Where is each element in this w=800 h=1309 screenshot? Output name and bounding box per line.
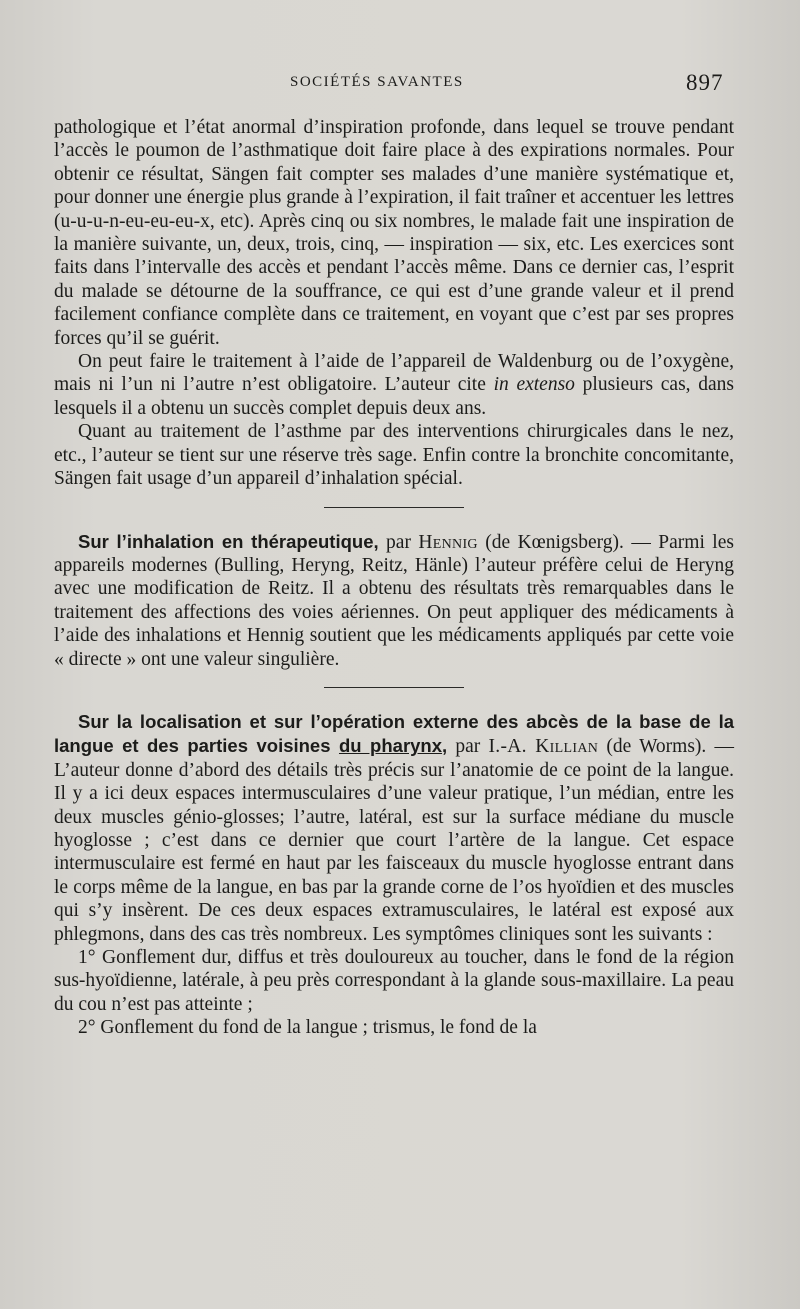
author-affiliation: (de Worms). — bbox=[598, 736, 735, 758]
page-number: 897 bbox=[686, 70, 724, 95]
symptom-item-1: 1° Gonflement dur, diffus et très douloureux au toucher, dans le fond de la région sus-hyoïdienne, latérale, à peu près correspondant à la glande sous-maxillaire. La peau du cou n’est pas atteinte ; bbox=[54, 947, 734, 1015]
paragraph-asthma-continued: pathologique et l’état anormal d’inspiration profonde, dans lequel se trouve pendant l’accès le poumon de l’asthmatique doit faire place à des expirations normales. Pour obtenir ce résultat, Sängen fait compter ses malades d’une manière systématique et, pour donner une énergie plus grande à l’expiration, il fait traîner et accentuer les lettres (u-u-u-n-eu-eu-eu-x, etc). Après cinq ou six nombres, le malade fait une inspiration de la manière suivante, un, deux, trois, cinq, — inspiration — six, etc. Les exercices sont faits dans l’intervalle des accès et pendant l’accès même. Dans ce dernier cas, l’esprit du malade se détourne de la souffrance, ce qui est d’une grande valeur et il prend facilement confiance complète dans ce traitement, en voyant que c’est par ses propres forces qu’il se guérit. bbox=[54, 117, 734, 349]
author-hennig: Hennig bbox=[418, 531, 478, 553]
running-title: SOCIÉTÉS SAVANTES bbox=[290, 74, 464, 90]
page-body bbox=[54, 116, 734, 1040]
paragraph-treatment bbox=[54, 350, 734, 420]
symptom-item-2: 2° Gonflement du fond de la langue ; trismus, le fond de la bbox=[78, 1017, 537, 1039]
article-inhalation bbox=[54, 530, 734, 671]
author-killian: I.-A. Killian bbox=[488, 736, 599, 758]
byline-word: par bbox=[378, 531, 419, 553]
section-separator-2 bbox=[324, 687, 464, 688]
article-title-abscess-comma: , bbox=[442, 735, 448, 757]
section-separator-1 bbox=[324, 507, 464, 508]
author-affiliation: (de Kœnigsberg). — bbox=[477, 531, 659, 553]
article-title-abscess-underlined: du pharynx bbox=[338, 735, 443, 757]
article-body-inhalation: Parmi les appareils modernes (Bulling, Heryng, Reitz, Hänle) l’auteur préfère celui de Heryng avec une modification de Reitz. Il a obtenu des résultats très remarquables dans le traitement des affections des voies aériennes. On peut appliquer des médicaments à l’aide des inhalations et Hennig soutient que les médicaments appliqués par cette voie « directe » ont une valeur singulière. bbox=[54, 531, 734, 670]
article-body-abscess: L’auteur donne d’abord des détails très précis sur l’anatomie de ce point de la langue. Il y a ici deux espaces intermusculaires d’une valeur pratique, l’un médian, entre les deux muscles génio-glosses; l’autre, latéral, est sur la surface médiane du muscle hyoglosse ; c’est dans ce dernier que court l’artère de la langue. Cet espace intermusculaire est fermé en haut par les faisceaux du muscle hyoglosse entrant dans le corps même de la langue, en bas par la grande corne de l’os hyoïdien et des muscles qui s’y insèrent. De ces deux espaces extramusculaires, le latéral est exposé aux phlegmons, dans des cas très nombreux. Les symptômes cliniques sont les suivants : bbox=[54, 759, 734, 945]
article-title-inhalation: Sur l’inhalation en thérapeutique, bbox=[78, 530, 379, 552]
article-title-abscess: Sur la localisation et sur l’opération externe des abcès de la base de la langue et des parties voisines bbox=[54, 710, 734, 757]
paragraph-surgery: Quant au traitement de l’asthme par des interventions chirurgicales dans le nez, etc., l’auteur se tient sur une réserve très sage. Enfin contre la bronchite concomitante, Sängen fait usage d’un appareil d’inhalation spécial. bbox=[54, 421, 734, 490]
paragraph-treatment-text-b: plusieurs cas, dans lesquels il a obtenu un succès complet depuis deux ans. bbox=[54, 374, 734, 419]
paragraph-treatment-text-a: On peut faire le traitement à l’aide de l’appareil de Waldenburg ou de l’oxygène, mais ni l’un ni l’autre n’est obligatoire. L’auteur cite bbox=[54, 351, 734, 396]
article-abscess bbox=[54, 710, 734, 946]
byline-word: par bbox=[447, 736, 489, 758]
italic-in-extenso: in extenso bbox=[493, 374, 575, 396]
running-header bbox=[0, 66, 800, 106]
